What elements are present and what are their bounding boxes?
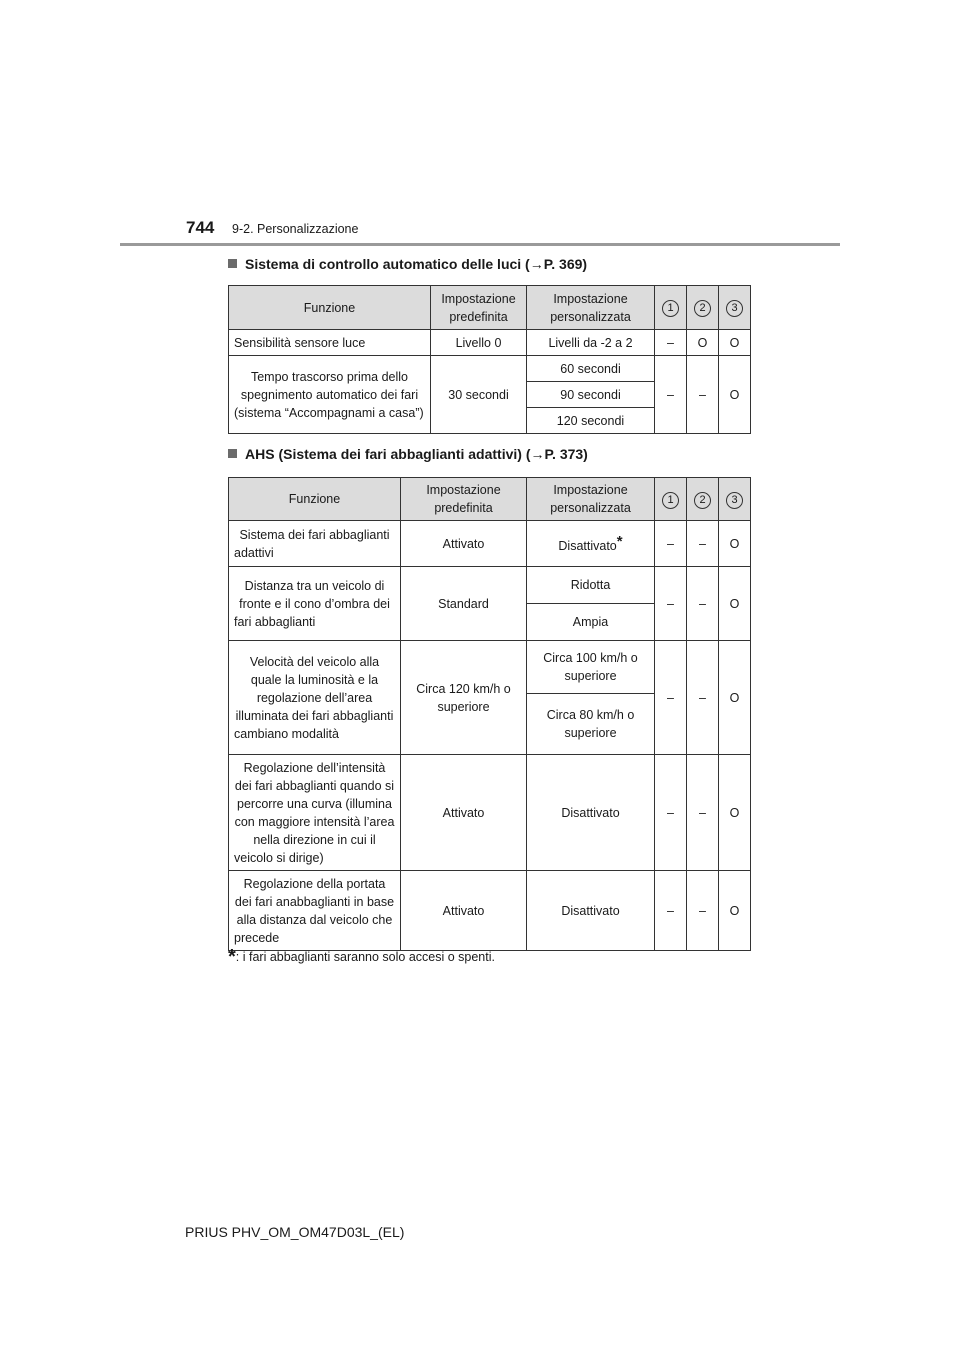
cell-custom-option: 60 secondi (527, 356, 655, 382)
cell-custom (527, 521, 655, 567)
footnote-text: : i fari abbaglianti saranno solo accesi o spenti. (235, 950, 495, 964)
cell-default: Attivato (401, 871, 527, 951)
settings-table-auto-lights (228, 285, 751, 434)
cell-mode-1: – (655, 567, 687, 641)
footnote (228, 946, 495, 969)
table-row (229, 755, 751, 871)
heading-text: AHS (Sistema dei fari abbaglianti adattivi) ( (245, 446, 531, 462)
footnote-asterisk: * (616, 532, 623, 550)
cell-default: Livello 0 (431, 330, 527, 356)
cell-custom: Livelli da -2 a 2 (527, 330, 655, 356)
header-mode-1 (655, 478, 687, 521)
settings-table-ahs (228, 477, 751, 951)
cell-mode-2: – (687, 755, 719, 871)
cell-mode-1: – (655, 755, 687, 871)
bullet-square-icon (228, 259, 237, 268)
cell-default: 30 secondi (431, 356, 527, 434)
custom-value: Disattivato (558, 538, 617, 553)
cell-custom: Disattivato (527, 871, 655, 951)
cell-mode-2: – (687, 641, 719, 755)
header-mode-1 (655, 286, 687, 330)
cell-custom-option: 90 secondi (527, 382, 655, 408)
cell-mode-1: – (655, 641, 687, 755)
header-default: Impostazione predefinita (401, 478, 527, 521)
page-number: 744 (186, 218, 215, 237)
heading-text: Sistema di controllo automatico delle luci ( (245, 256, 530, 272)
cell-function: Regolazione dell’intensità dei fari abbaglianti quando si percorre una curva (illumina con maggiore intensità l’area nella direzione in cui il veicolo si dirige) (229, 755, 401, 871)
cell-mode-2: – (687, 567, 719, 641)
cell-default: Attivato (401, 521, 527, 567)
cell-mode-3: O (719, 330, 751, 356)
cell-default: Attivato (401, 755, 527, 871)
section-label: 9-2. Personalizzazione (232, 222, 359, 236)
table-row (229, 567, 751, 604)
bullet-square-icon (228, 449, 237, 458)
arrow-icon: → (529, 256, 544, 272)
cell-function: Distanza tra un veicolo di fronte e il cono d’ombra dei fari abbaglianti (229, 567, 401, 641)
section-heading-ahs (228, 446, 588, 462)
header-function: Funzione (229, 478, 401, 521)
cell-mode-2: – (687, 521, 719, 567)
cell-mode-1: – (655, 521, 687, 567)
cell-default: Standard (401, 567, 527, 641)
arrow-icon: → (530, 446, 545, 462)
cell-function: Tempo trascorso prima dello spegnimento automatico dei fari (sistema “Accompagnami a casa”) (229, 356, 431, 434)
cell-default: Circa 120 km/h o superiore (401, 641, 527, 755)
cell-custom-option: Ampia (527, 604, 655, 641)
cell-mode-3: O (719, 356, 751, 434)
cell-mode-3: O (719, 641, 751, 755)
cell-custom-option: Ridotta (527, 567, 655, 604)
cell-mode-3: O (719, 521, 751, 567)
header-custom: Impostazione personalizzata (527, 478, 655, 521)
table-row (229, 356, 751, 382)
section-heading-auto-lights (228, 256, 587, 272)
cell-mode-3: O (719, 567, 751, 641)
cell-mode-1: – (655, 356, 687, 434)
cell-mode-2: – (687, 356, 719, 434)
header-mode-2 (687, 478, 719, 521)
header-divider (120, 243, 840, 246)
cell-mode-1: – (655, 330, 687, 356)
table-row (229, 871, 751, 951)
circled-1-icon: 1 (662, 492, 679, 509)
cell-mode-2: O (687, 330, 719, 356)
footnote-asterisk: * (228, 946, 236, 968)
table-row (229, 641, 751, 694)
cell-function: Regolazione della portata dei fari anabbaglianti in base alla distanza dal veicolo che precede (229, 871, 401, 951)
circled-1-icon: 1 (662, 300, 679, 317)
cell-custom: Disattivato (527, 755, 655, 871)
table-header-row (229, 478, 751, 521)
table-row (229, 521, 751, 567)
cell-custom-option: Circa 100 km/h o superiore (527, 641, 655, 694)
header-default: Impostazione predefinita (431, 286, 527, 330)
cell-mode-3: O (719, 871, 751, 951)
header-function: Funzione (229, 286, 431, 330)
cell-mode-1: – (655, 871, 687, 951)
cell-mode-3: O (719, 755, 751, 871)
header-custom: Impostazione personalizzata (527, 286, 655, 330)
circled-3-icon: 3 (726, 492, 743, 509)
page-reference: P. 373) (544, 446, 588, 462)
circled-2-icon: 2 (694, 300, 711, 317)
cell-function: Sistema dei fari abbaglianti adattivi (229, 521, 401, 567)
circled-2-icon: 2 (694, 492, 711, 509)
header-mode-3 (719, 478, 751, 521)
cell-custom-option: Circa 80 km/h o superiore (527, 694, 655, 755)
cell-mode-2: – (687, 871, 719, 951)
cell-function: Velocità del veicolo alla quale la luminosità e la regolazione dell’area illuminata dei fari abbaglianti cambiano modalità (229, 641, 401, 755)
header-mode-2 (687, 286, 719, 330)
document-code: PRIUS PHV_OM_OM47D03L_(EL) (185, 1224, 405, 1240)
header-mode-3 (719, 286, 751, 330)
page-reference: P. 369) (543, 256, 588, 272)
circled-3-icon: 3 (726, 300, 743, 317)
cell-custom-option: 120 secondi (527, 408, 655, 434)
table-header-row (229, 286, 751, 330)
table-row (229, 330, 751, 356)
cell-function: Sensibilità sensore luce (229, 330, 431, 356)
